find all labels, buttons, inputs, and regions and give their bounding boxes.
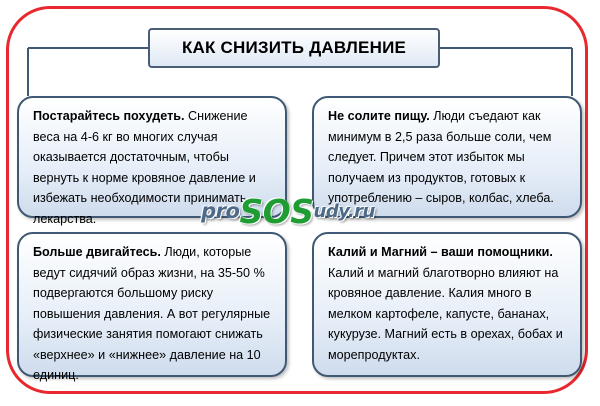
diagram-title <box>148 28 440 68</box>
tip-card-move-more <box>17 232 287 382</box>
tip-card-potassium-magnesium <box>312 232 582 377</box>
tip-heading: Не солите пищу. <box>328 109 430 123</box>
tip-card-no-salt <box>312 96 582 218</box>
tip-text: Калий и магний благотворно влияют на кровяное давление. Калия много в мелком картофеле, капусте, бананах, кукурузе. Магний есть в орехах, бобах и морепродуктах. <box>328 265 563 362</box>
tip-text: Люди, которые ведут сидячий образ жизни, на 35-50 % подвергаются большому риску повышения давления. А вот регулярные физические занятия помогают снижать «верхнее» и «нижнее» давление на 10 единиц. <box>33 245 271 382</box>
watermark-part-1: pro <box>201 199 240 223</box>
watermark-part-2: SOS <box>239 191 314 231</box>
tip-heading: Калий и Магний – ваши помощники. <box>328 245 553 259</box>
tip-text: Люди съедают как минимум в 2,5 раза больше соли, чем следует. Причем этот избыток мы получаем из продуктов, готовых к употреблению – сыров, колбас, хлеба. <box>328 109 554 205</box>
tip-heading: Больше двигайтесь. <box>33 245 161 259</box>
watermark-part-3: udy.ru <box>313 200 375 222</box>
diagram-title-text: КАК СНИЗИТЬ ДАВЛЕНИЕ <box>181 38 407 57</box>
tip-heading: Постарайтесь похудеть. <box>33 109 185 123</box>
tip-text: Снижение веса на 4-6 кг во многих случая оказывается достаточным, чтобы вернуть к норме кровяное давление и избежать необходимости принимать лекарства. <box>33 109 256 226</box>
